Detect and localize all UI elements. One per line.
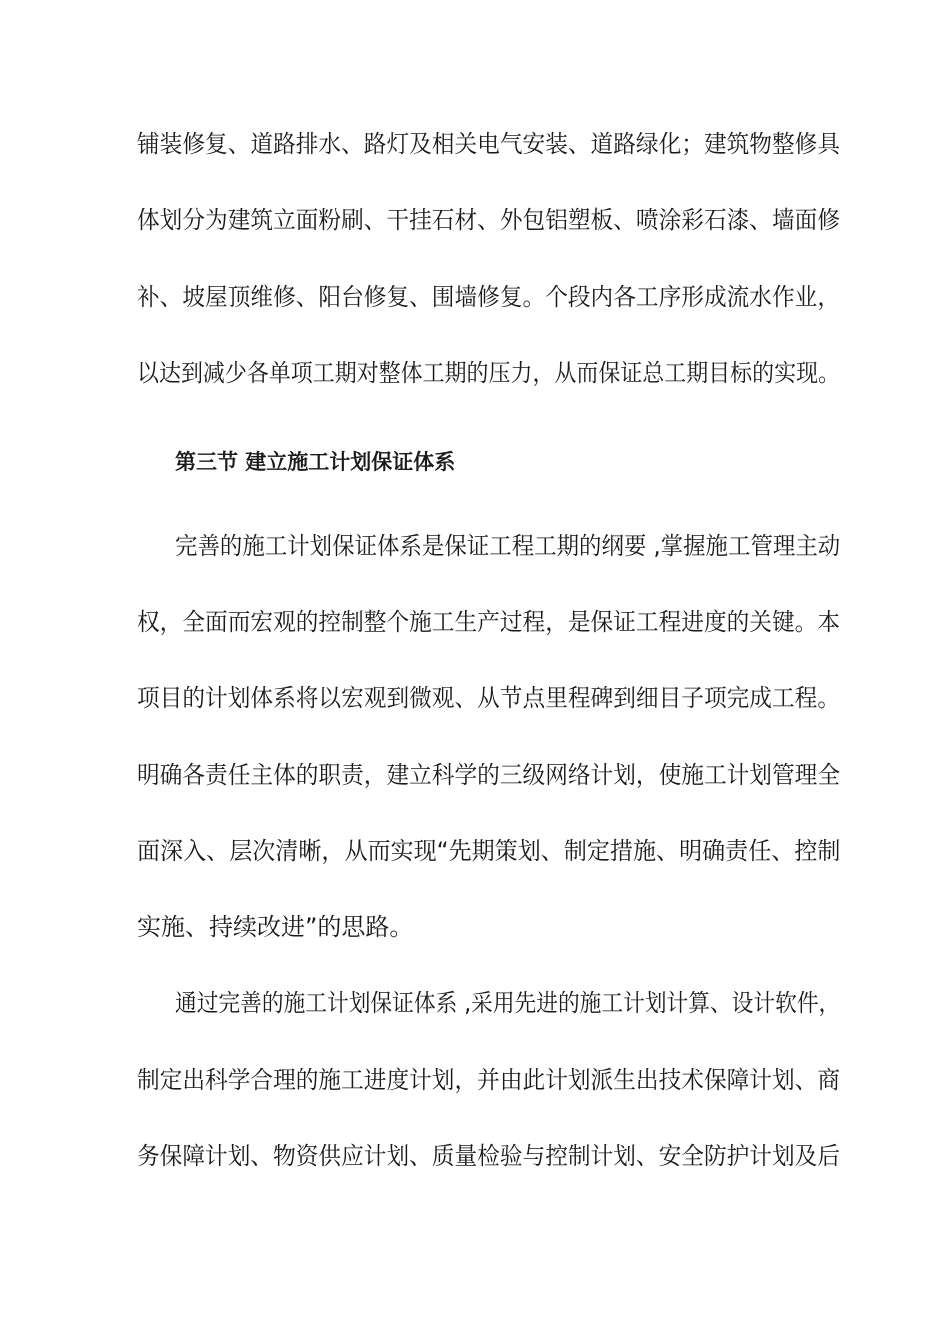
paragraph-3-line-1: 通过完善的施工计划保证体系 ,采用先进的施工计划计算、设计软件， <box>175 989 841 1017</box>
section-heading: 第三节 建立施工计划保证体系 <box>175 450 456 474</box>
paragraph-1-line-2: 体划分为建筑立面粉刷、干挂石材、外包铝塑板、喷涂彩石漆、墙面修 <box>137 206 841 234</box>
paragraph-2-line-1: 完善的施工计划保证体系是保证工程工期的纲要 ,掌握施工管理主动 <box>175 532 841 560</box>
paragraph-2-line-3: 项目的计划体系将以宏观到微观、从节点里程碑到细目子项完成工程。 <box>137 684 841 712</box>
paragraph-2-line-5: 面深入、层次清晰，从而实现“先期策划、制定措施、明确责任、控制 <box>137 837 841 865</box>
paragraph-1-line-4: 以达到减少各单项工期对整体工期的压力，从而保证总工期目标的实现。 <box>137 359 841 387</box>
paragraph-3-line-2: 制定出科学合理的施工进度计划，并由此计划派生出技术保障计划、商 <box>137 1066 841 1094</box>
paragraph-1-line-1: 铺装修复、道路排水、路灯及相关电气安装、道路绿化；建筑物整修具 <box>137 130 841 158</box>
paragraph-3-line-3: 务保障计划、物资供应计划、质量检验与控制计划、安全防护计划及后 <box>137 1142 841 1170</box>
paragraph-2-line-2: 权，全面而宏观的控制整个施工生产过程，是保证工程进度的关键。本 <box>137 608 841 636</box>
paragraph-1-line-3: 补、坡屋顶维修、阳台修复、围墙修复。个段内各工序形成流水作业， <box>137 283 841 311</box>
paragraph-2-line-6: 实施、持续改进”的思路。 <box>137 913 414 941</box>
paragraph-2-line-4: 明确各责任主体的职责，建立科学的三级网络计划，使施工计划管理全 <box>137 761 841 789</box>
